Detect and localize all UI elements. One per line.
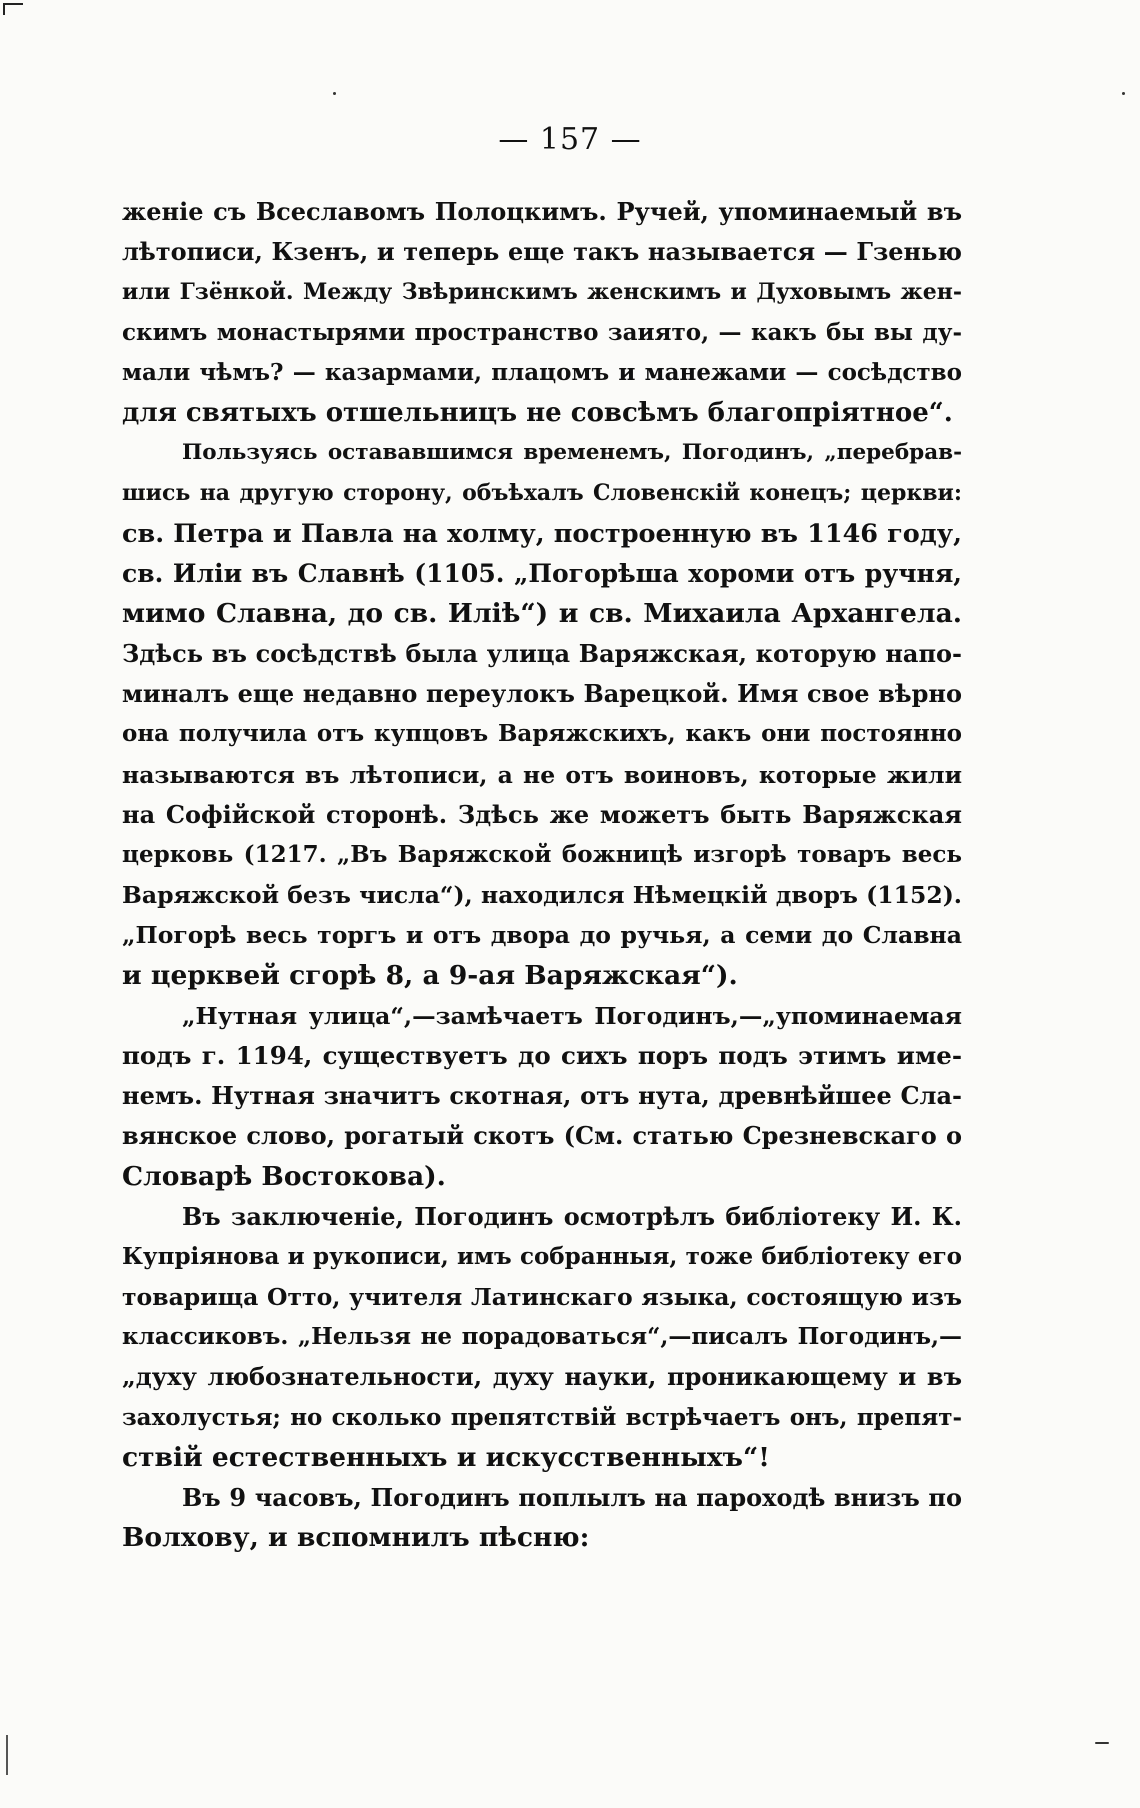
- text-line: св. Иліи въ Славнѣ (1105. „Погорѣша хороми отъ ручня,: [122, 558, 962, 588]
- text-line: классиковъ. „Нельзя не порадоваться“,—писалъ Погодинъ,—: [122, 1323, 962, 1351]
- text-line: шись на другую сторону, объѣхалъ Словенскій конецъ; церкви:: [122, 480, 962, 507]
- text-line: Въ 9 часовъ, Погодинъ поплылъ на пароходѣ внизъ по: [182, 1483, 962, 1512]
- text-line: Варяжской безъ числа“), находился Нѣмецкій дворъ (1152).: [122, 881, 962, 910]
- text-line: Волхову, и вспомнилъ пѣсню:: [122, 1522, 590, 1554]
- scan-edge-line: [6, 1735, 8, 1775]
- text-line: вянское слово, рогатый скотъ (См. статью Срезневскаго о: [122, 1121, 962, 1151]
- text-line: и церквей сгорѣ 8, а 9-ая Варяжская“).: [122, 959, 738, 991]
- text-line: товарища Отто, учителя Латинскаго языка, состоящую изъ: [122, 1283, 962, 1312]
- text-line: „духу любознательности, духу науки, проникающему и въ: [122, 1362, 962, 1392]
- text-line: ствій естественныхъ и искусственныхъ“!: [122, 1441, 770, 1473]
- text-line: „Погорѣ весь торгъ и отъ двора до ручья, а семи до Славна: [122, 921, 962, 950]
- text-line: миналъ еще недавно переулокъ Варецкой. Имя свое вѣрно: [122, 679, 962, 709]
- page-number: — 157 —: [498, 122, 642, 157]
- text-line: Въ заключеніе, Погодинъ осмотрѣлъ библіотеку И. К.: [182, 1201, 962, 1231]
- body-text: [122, 192, 962, 1558]
- text-line: для святыхъ отшельницъ не совсѣмъ благопріятное“.: [122, 397, 953, 428]
- text-line: св. Петра и Павла на холму, построенную въ 1146 году,: [122, 518, 962, 549]
- text-line: лѣтописи, Кзенъ, и теперь еще такъ называется — Гзенью: [122, 237, 962, 267]
- text-line: подъ г. 1194, существуетъ до сихъ поръ подъ этимъ име-: [122, 1040, 962, 1070]
- text-line: захолустья; но сколько препятствій встрѣчаетъ онъ, препят-: [122, 1403, 962, 1431]
- scan-speck: [1122, 92, 1125, 95]
- scan-corner-mark: [3, 3, 23, 15]
- text-line: Здѣсь въ сосѣдствѣ была улица Варяжская, которую напо-: [122, 639, 962, 669]
- text-line: мали чѣмъ? — казармами, плацомъ и манежами — сосѣдство: [122, 358, 962, 386]
- scan-speck: [1095, 1742, 1109, 1744]
- text-line: мимо Славна, до св. Иліѣ“) и св. Михаила Архангела.: [122, 597, 962, 629]
- text-line: или Гзёнкой. Между Звѣринскимъ женскимъ и Духовымъ жен-: [122, 279, 962, 306]
- text-line: церковь (1217. „Въ Варяжской божницѣ изгорѣ товаръ весь: [122, 841, 962, 868]
- text-line: Купріянова и рукописи, имъ собранныя, тоже библіотеку его: [122, 1242, 962, 1270]
- text-line: „Нутная улица“,—замѣчаетъ Погодинъ,—„упоминаемая: [182, 1001, 962, 1030]
- text-line: она получила отъ купцовъ Варяжскихъ, какъ они постоянно: [122, 720, 962, 748]
- text-line: скимъ монастырями пространство заиято, — какъ бы вы ду-: [122, 318, 962, 346]
- scan-speck: [333, 92, 336, 95]
- text-line: Словарѣ Востокова).: [122, 1160, 446, 1192]
- text-line: женіе съ Всеславомъ Полоцкимъ. Ручей, упоминаемый въ: [122, 197, 962, 226]
- text-line: на Софійской сторонѣ. Здѣсь же можетъ быть Варяжская: [122, 799, 962, 829]
- text-line: называются въ лѣтописи, а не отъ воиновъ, которые жили: [122, 760, 962, 789]
- text-line: Пользуясь остававшимся временемъ, Погодинъ, „перебрав-: [182, 440, 962, 466]
- text-line: немъ. Нутная значитъ скотная, отъ нута, древнѣйшее Сла-: [122, 1081, 962, 1111]
